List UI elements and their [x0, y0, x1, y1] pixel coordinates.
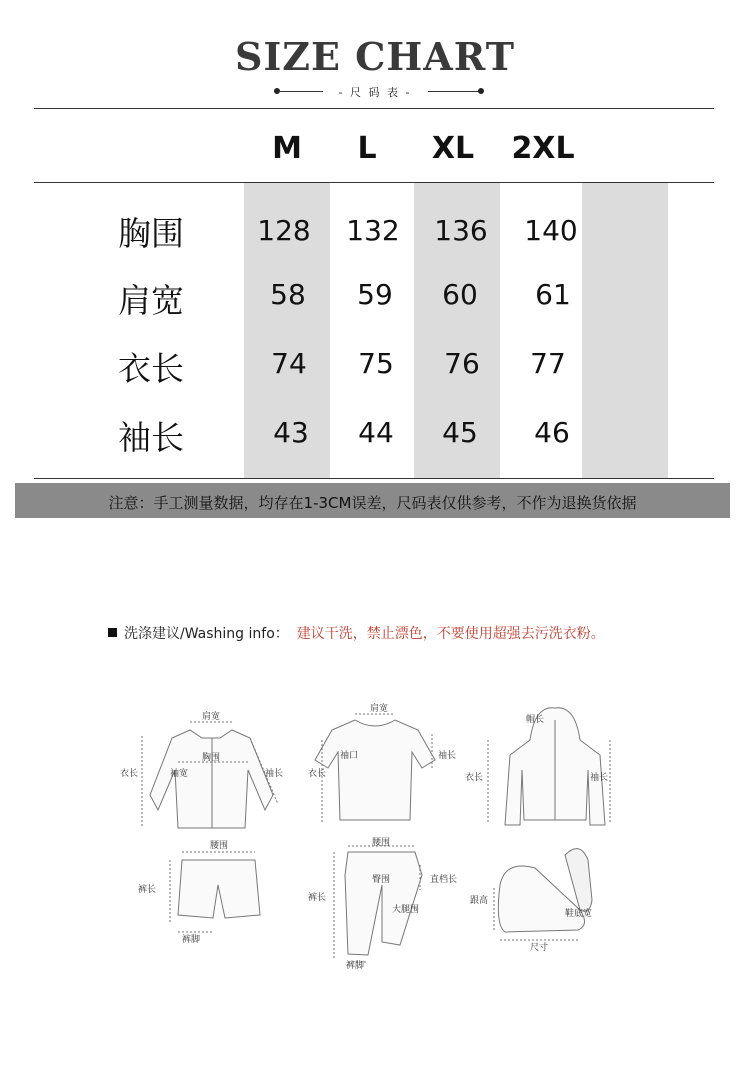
diagram-label: 帽长	[526, 715, 545, 725]
diagram-label: 鞋底宽	[565, 909, 593, 919]
bullet-square-icon	[108, 628, 117, 637]
washing-info	[108, 623, 605, 643]
washing-label: 洗涤建议/Washing info：	[124, 626, 289, 642]
table-cell: 77	[530, 347, 566, 380]
subtitle: - 尺 码 表 -	[338, 86, 412, 99]
divider-left	[278, 91, 323, 92]
page-title: SIZE CHART	[235, 34, 515, 79]
tshirt-diagram	[315, 714, 435, 824]
table-cell: 128	[257, 214, 311, 247]
diagram-label: 衣长	[120, 769, 139, 779]
row-label-length: 衣长	[118, 349, 184, 388]
subtitle-row	[0, 86, 750, 98]
diagram-label: 裤脚	[182, 935, 201, 945]
table-cell: 60	[442, 278, 478, 311]
diagram-label: 袖长	[265, 769, 284, 779]
diagram-label: 直档长	[430, 875, 458, 885]
shorts-diagram	[170, 852, 260, 932]
diagram-label: 腰围	[372, 838, 391, 848]
diagram-label: 腰围	[210, 841, 229, 851]
table-cell: 43	[273, 416, 309, 449]
diagram-label: 臀围	[372, 875, 391, 885]
diagram-label: 肩宽	[370, 704, 389, 714]
table-cell: 74	[271, 347, 307, 380]
diagram-label: 跟高	[470, 896, 489, 906]
row-label-shoulder: 肩宽	[118, 281, 184, 320]
top-rule	[34, 108, 714, 109]
diagram-label: 袖口	[340, 751, 359, 761]
measurement-note: 注意：手工测量数据，均存在1-3CM误差，尺码表仅供参考，不作为退换货依据	[108, 494, 637, 512]
dot-right	[478, 88, 484, 94]
bottom-rule	[34, 478, 714, 479]
diagram-label: 袖宽	[170, 769, 189, 779]
diagram-label: 裤长	[308, 893, 327, 903]
diagram-label: 裤长	[138, 885, 157, 895]
diagram-label: 衣长	[308, 769, 327, 779]
table-cell: 44	[358, 416, 394, 449]
washing-advice: 建议干洗，禁止漂色，不要使用超强去污洗衣粉。	[296, 626, 605, 642]
diagram-label: 衣长	[465, 773, 484, 783]
diagram-label: 大腿围	[392, 905, 420, 915]
size-header-m: M	[272, 131, 302, 166]
size-header-2xl: 2XL	[511, 131, 575, 166]
hoodie-diagram	[488, 708, 610, 825]
diagram-label: 尺寸	[530, 943, 549, 953]
shoe-diagram	[494, 849, 592, 940]
header-rule	[34, 182, 714, 183]
table-cell: 75	[358, 347, 394, 380]
size-header-xl: XL	[431, 131, 475, 166]
diagram-label: 胸围	[202, 753, 221, 763]
table-cell: 45	[442, 416, 478, 449]
shirt-diagram	[142, 722, 278, 828]
divider-right	[428, 91, 480, 92]
garment-diagrams	[110, 700, 630, 980]
table-cell: 46	[534, 416, 570, 449]
row-label-sleeve: 袖长	[118, 418, 184, 457]
table-cell: 136	[434, 214, 488, 247]
table-cell: 58	[270, 278, 306, 311]
table-cell: 76	[444, 347, 480, 380]
diagram-label: 袖长	[438, 751, 457, 761]
size-header-l: L	[357, 131, 377, 166]
pants-diagram	[334, 846, 422, 962]
row-label-chest: 胸围	[118, 214, 184, 253]
diagram-label: 裤脚	[346, 961, 365, 971]
table-cell: 140	[524, 214, 578, 247]
table-cell: 59	[357, 278, 393, 311]
diagram-label: 肩宽	[202, 712, 221, 722]
table-cell: 61	[535, 278, 571, 311]
table-cell: 132	[346, 214, 400, 247]
diagram-label: 袖长	[590, 773, 609, 783]
